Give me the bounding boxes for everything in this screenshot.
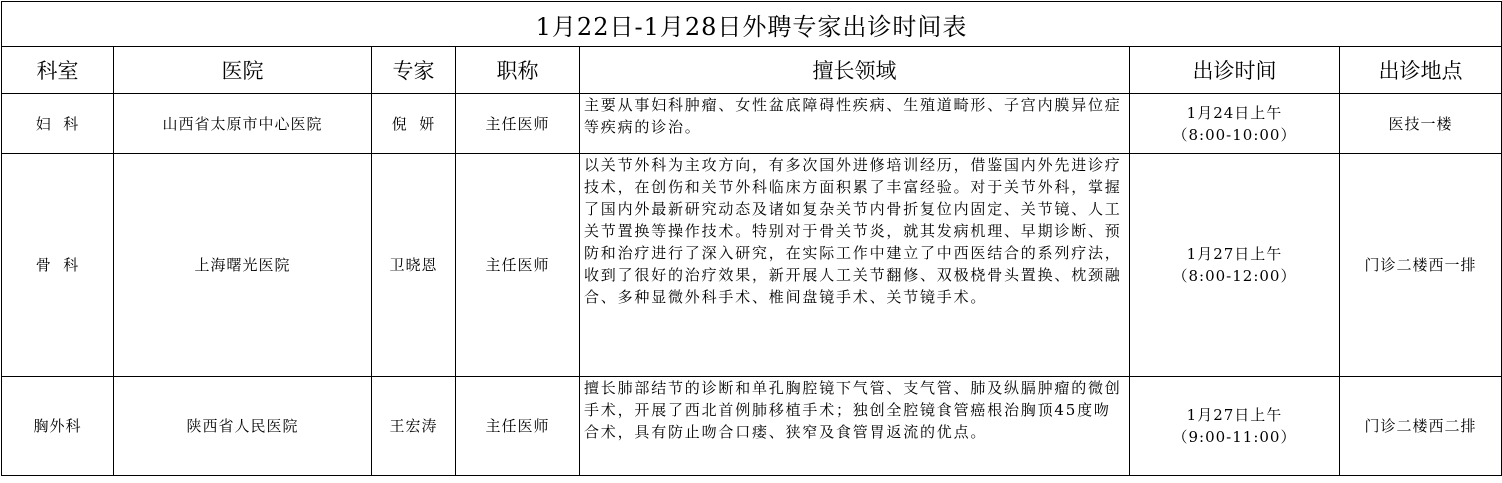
schedule-table [1,1,1502,476]
header-location: 出诊地点 [1340,47,1502,94]
cell-expert: 倪 妍 [372,94,456,154]
cell-specialty: 以关节外科为主攻方向，有多次国外进修培训经历，借鉴国内外先进诊疗技术，在创伤和关节外科临床方面积累了丰富经验。对于关节外科，掌握了国内外最新研究动态及诸如复杂关节内骨折复位内固定、关节镜、人工关节置换等操作技术。特别对于骨关节炎，就其发病机理、早期诊断、预防和治疗进行了深入研究，在实际工作中建立了中西医结合的系列疗法，收到了很好的治疗效果，新开展人工关节翻修、双极桡骨头置换、枕颈融合、多种显微外科手术、椎间盘镜手术、关节镜手术。 [580,154,1130,377]
table-row [2,377,1502,476]
cell-dept: 胸外科 [2,377,114,476]
table-title: 1月22日-1月28日外聘专家出诊时间表 [2,2,1502,47]
cell-dept: 妇 科 [2,94,114,154]
cell-specialty: 擅长肺部结节的诊断和单孔胸腔镜下气管、支气管、肺及纵膈肿瘤的微创手术，开展了西北首例肺移植手术；独创全腔镜食管癌根治胸顶45度吻合术，具有防止吻合口瘘、狭窄及食管胃返流的优点。 [580,377,1130,476]
cell-position: 主任医师 [456,377,580,476]
header-row [2,47,1502,94]
cell-position: 主任医师 [456,94,580,154]
cell-expert: 王宏涛 [372,377,456,476]
cell-location: 门诊二楼西二排 [1340,377,1502,476]
cell-dept: 骨 科 [2,154,114,377]
cell-specialty: 主要从事妇科肿瘤、女性盆底障碍性疾病、生殖道畸形、子宫内膜异位症等疾病的诊治。 [580,94,1130,154]
cell-time: 1月24日上午 （8:00-10:00） [1130,94,1340,154]
header-position: 职称 [456,47,580,94]
cell-expert: 卫晓恩 [372,154,456,377]
cell-hospital: 陕西省人民医院 [114,377,372,476]
cell-hospital: 上海曙光医院 [114,154,372,377]
table-row [2,154,1502,377]
header-specialty: 擅长领域 [580,47,1130,94]
cell-position: 主任医师 [456,154,580,377]
header-dept: 科室 [2,47,114,94]
table-row [2,94,1502,154]
header-expert: 专家 [372,47,456,94]
cell-location: 医技一楼 [1340,94,1502,154]
cell-location: 门诊二楼西一排 [1340,154,1502,377]
cell-hospital: 山西省太原市中心医院 [114,94,372,154]
cell-time: 1月27日上午 （9:00-11:00） [1130,377,1340,476]
header-hospital: 医院 [114,47,372,94]
cell-time: 1月27日上午 （8:00-12:00） [1130,154,1340,377]
header-time: 出诊时间 [1130,47,1340,94]
